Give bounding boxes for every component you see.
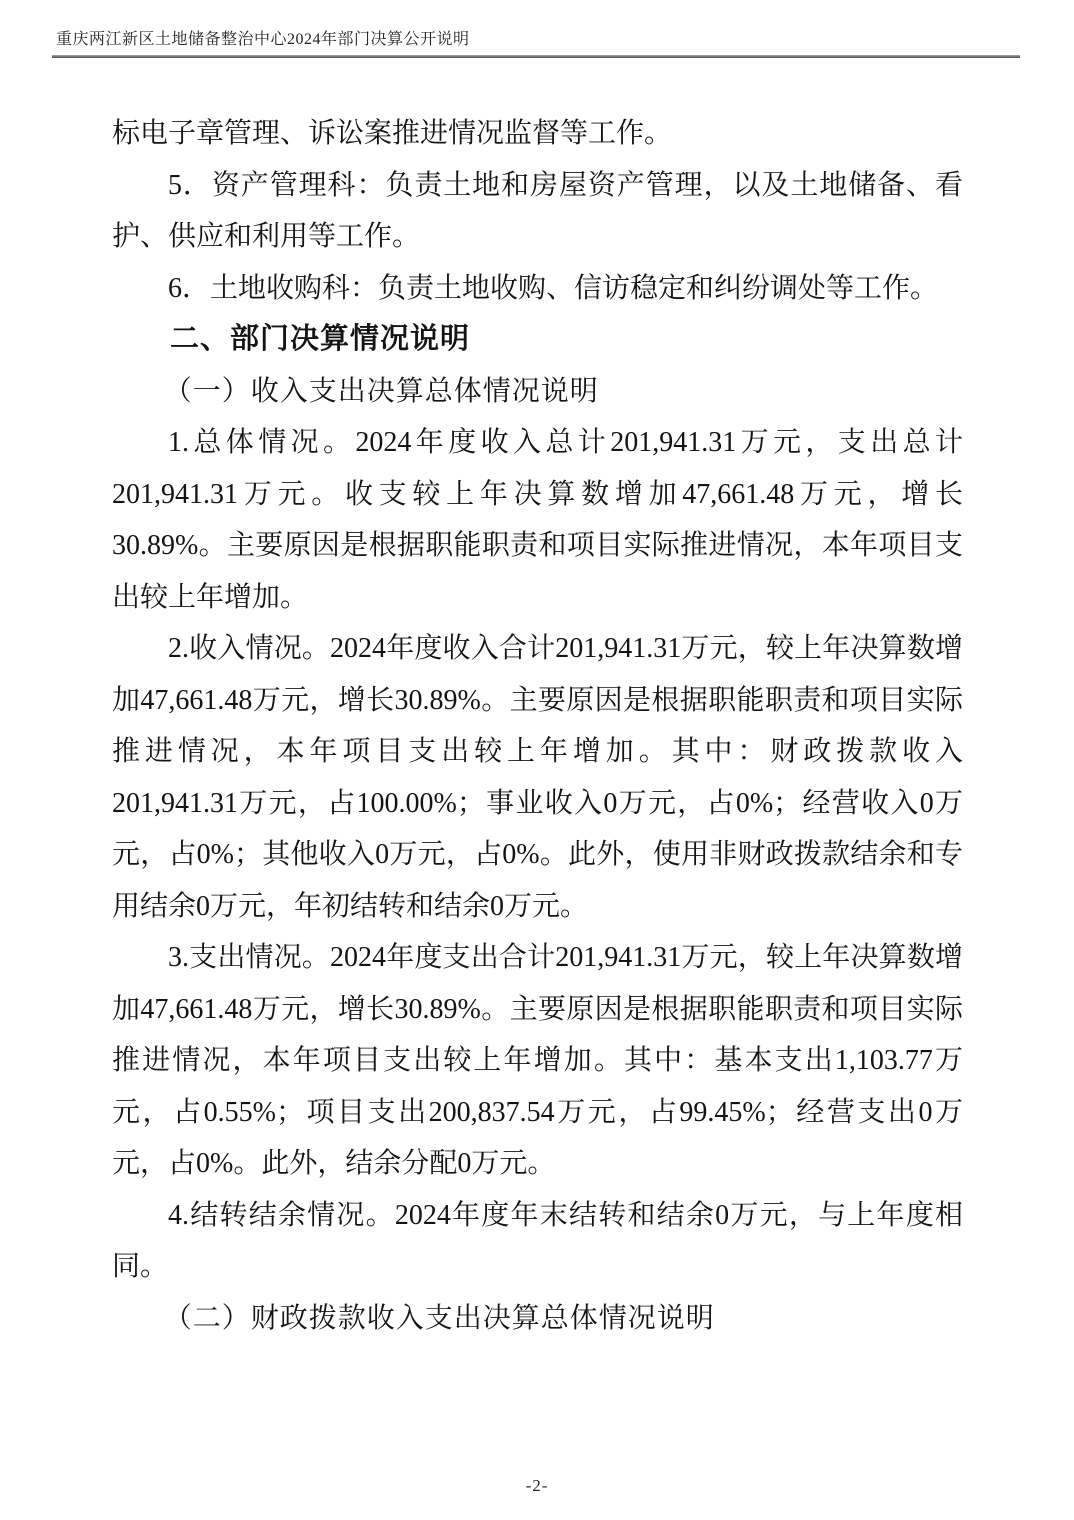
body-paragraph-continuation: 标电子章管理、诉讼案推进情况监督等工作。 xyxy=(112,118,673,149)
body-paragraph: 1.总体情况。2024年度收入总计201,941.31万元，支出总计201,941.31万元。收支较上年决算数增加47,661.48万元，增长30.89%。主要原因是根据职能职责和项目实际推进情况，本年项目支出较上年增加。 xyxy=(112,427,963,613)
body-paragraph: 5．资产管理科：负责土地和房屋资产管理，以及土地储备、看护、供应和利用等工作。 xyxy=(112,169,963,252)
document-body xyxy=(112,108,963,1344)
header-title: 重庆两江新区土地储备整治中心2024年部门决算公开说明 xyxy=(56,31,470,48)
subsection-heading: （一）收入支出决算总体情况说明 xyxy=(163,375,599,407)
page-header xyxy=(52,30,1020,58)
page-number: -2- xyxy=(525,1476,549,1495)
subsection-heading: （二）财政拨款收入支出决算总体情况说明 xyxy=(163,1302,715,1334)
body-paragraph: 2.收入情况。2024年度收入合计201,941.31万元，较上年决算数增加47,661.48万元，增长30.89%。主要原因是根据职能职责和项目实际推进情况，本年项目支出较上年增加。其中：财政拨款收入201,941.31万元，占100.00%；事业收入0万元，占0%；经营收入0万元，占0%；其他收入0万元，占0%。此外，使用非财政拨款结余和专用结余0万元，年初结转和结余0万元。 xyxy=(112,633,963,922)
header-rule xyxy=(52,55,1020,58)
page-footer xyxy=(0,1476,1074,1496)
body-paragraph: 4.结转结余情况。2024年度年末结转和结余0万元，与上年度相同。 xyxy=(112,1199,963,1282)
body-paragraph: 3.支出情况。2024年度支出合计201,941.31万元，较上年决算数增加47,661.48万元，增长30.89%。主要原因是根据职能职责和项目实际推进情况，本年项目支出较上年增加。其中：基本支出1,103.77万元，占0.55%；项目支出200,837.54万元，占99.45%；经营支出0万元，占0%。此外，结余分配0万元。 xyxy=(112,942,963,1179)
section-heading: 二、部门决算情况说明 xyxy=(170,323,471,355)
body-paragraph: 6．土地收购科：负责土地收购、信访稳定和纠纷调处等工作。 xyxy=(168,272,939,304)
